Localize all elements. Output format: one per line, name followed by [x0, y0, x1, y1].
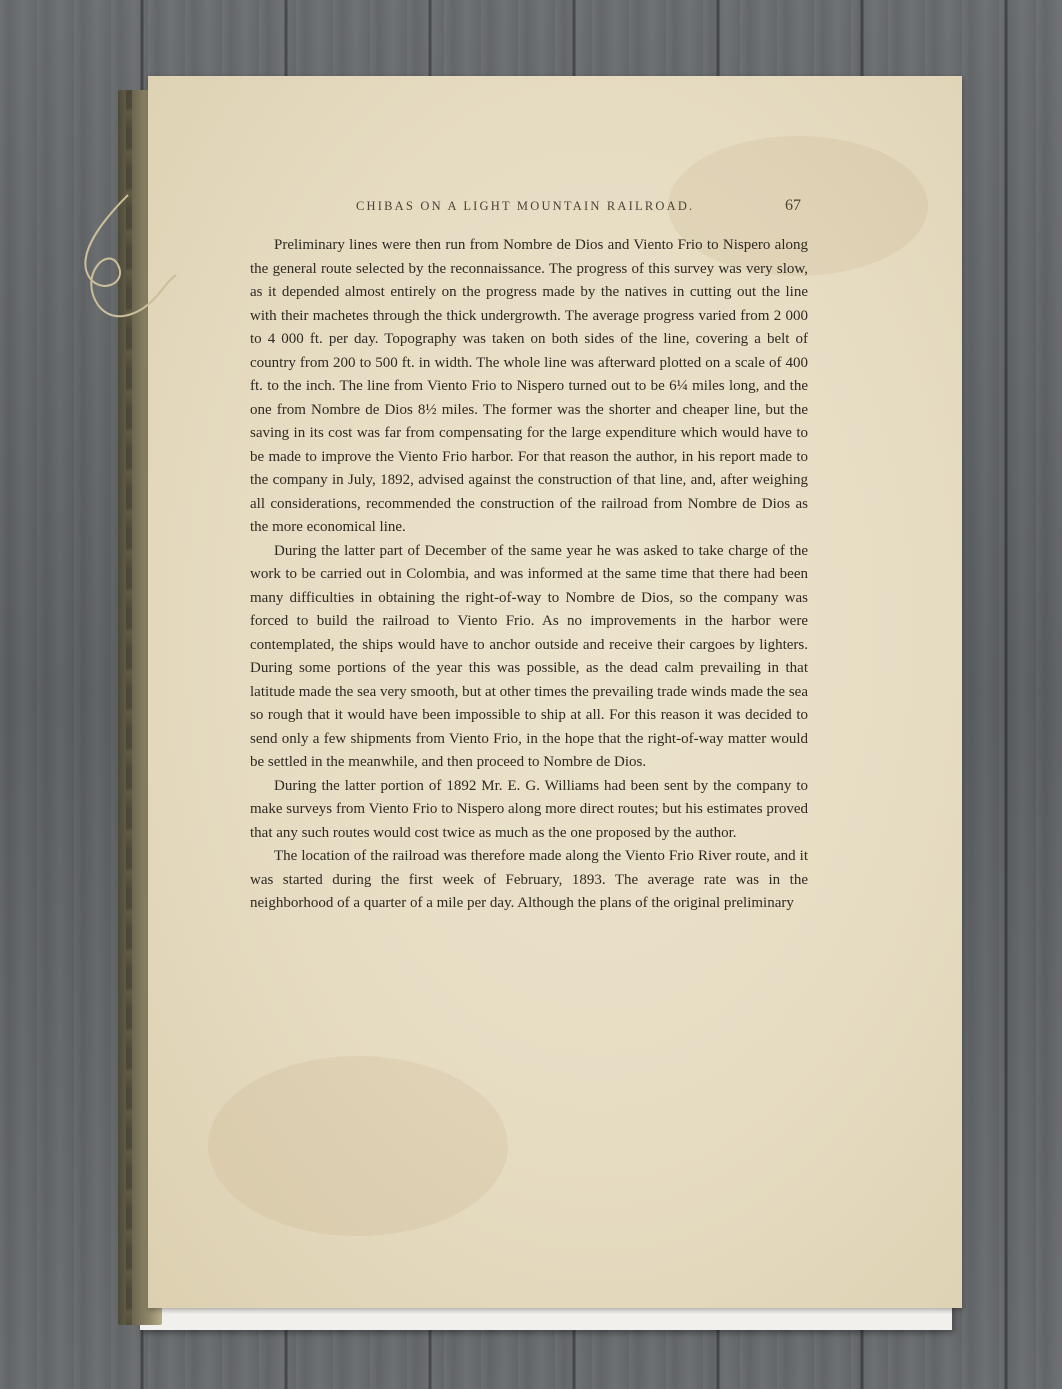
paragraph: During the latter portion of 1892 Mr. E. G. Williams had been sent by the company to make surveys from Viento Frio to Nispero along more direct routes; but his estimates proved that any such routes would cost twice as much as the one proposed by the author. — [250, 777, 808, 841]
body-text — [250, 234, 808, 916]
paper-stain — [208, 1056, 508, 1236]
running-head: CHIBAS ON A LIGHT MOUNTAIN RAILROAD. — [356, 199, 695, 213]
binding-string — [58, 185, 178, 345]
page-number: 67 — [785, 197, 801, 214]
paragraph: During the latter part of December of the same year he was asked to take charge of the work to be carried out in Colombia, and was informed at the same time that there had been many difficulties in obtaining the right-of-way to Nombre de Dios, so the company was forced to build the railroad to Viento Frio. As no improvements in the harbor were contemplated, the ships would have to anchor outside and receive their cargoes by lighters. During some portions of the year this was possible, as the dead calm prevailing in that latitude made the sea very smooth, but at other times the prevailing trade winds made the sea so rough that it would have been impossible to ship at all. For this reason it was decided to send only a few shipments from Viento Frio, in the hope that the right-of-way matter would be settled in the meanwhile, and then proceed to Nombre de Dios. — [250, 542, 808, 770]
paragraph: Preliminary lines were then run from Nombre de Dios and Viento Frio to Nispero along the general route selected by the reconnaissance. The progress of this survey was very slow, as it depended almost entirely on the progress made by the natives in cutting out the line with their machetes through the thick undergrowth. The average progress varied from 2 000 to 4 000 ft. per day. Topography was taken on both sides of the line, covering a belt of country from 200 to 500 ft. in width. The whole line was afterward plotted on a scale of 400 ft. to the inch. The line from Viento Frio to Nispero turned out to be 6¼ miles long, and the one from Nombre de Dios 8½ miles. The former was the shorter and cheaper line, but the saving in its cost was far from compensating for the large expenditure which would have to be made to improve the Viento Frio harbor. For that reason the author, in his report made to the company in July, 1892, advised against the construction of that line, and, after weighing all considerations, recommended the construction of the railroad from Nombre de Dios as the more economical line. — [250, 237, 808, 535]
paragraph: The location of the railroad was therefore made along the Viento Frio River route, and it was started during the first week of February, 1893. The average rate was in the neighborhood of a quarter of a mile per day. Although the plans of the original preliminary — [250, 848, 808, 911]
